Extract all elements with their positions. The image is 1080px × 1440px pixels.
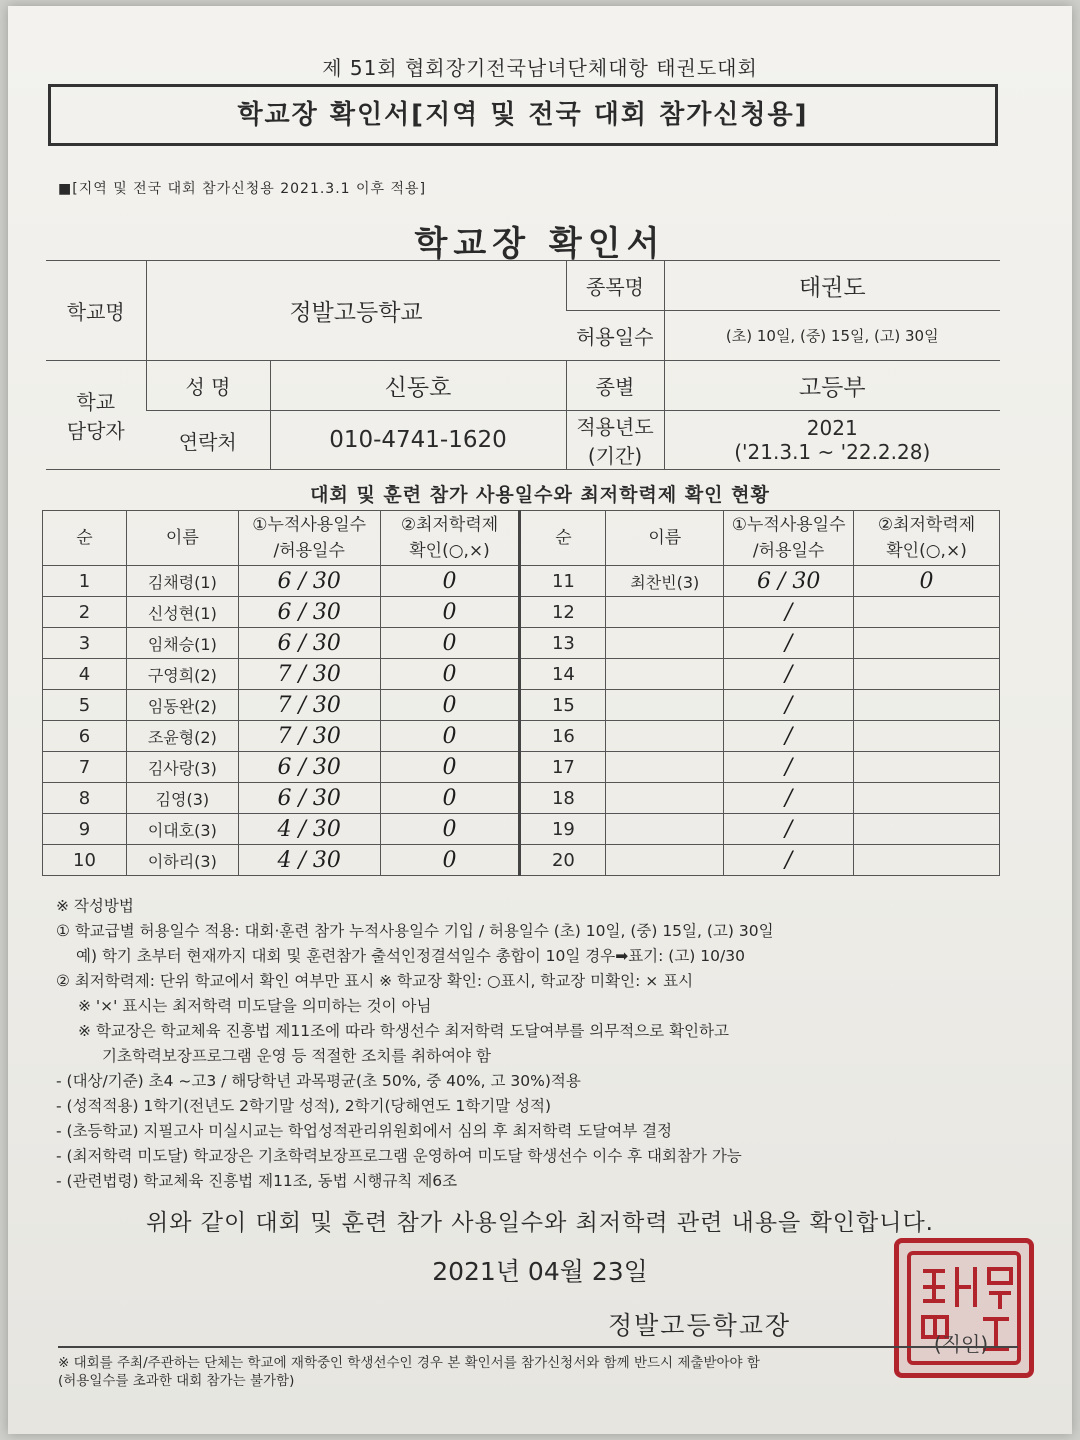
table-row <box>43 752 1000 783</box>
confirm-statement: 위와 같이 대회 및 훈련 참가 사용일수와 최저학력 관련 내용을 확인합니다. <box>146 1210 934 1236</box>
school-label: 학교명 <box>46 261 146 361</box>
header-days-line-1: ①누적사용일수 <box>252 515 367 535</box>
event-title: 제 51회 협회장기전국남녀단체대항 태권도대회 <box>322 56 758 80</box>
row-days: / <box>724 845 854 876</box>
row-no: 5 <box>43 690 127 721</box>
row-name: 신성현(1) <box>126 597 238 628</box>
table-row <box>43 628 1000 659</box>
row-name <box>606 721 724 752</box>
row-no: 4 <box>43 659 127 690</box>
row-days: / <box>724 597 854 628</box>
row-check: 0 <box>380 628 520 659</box>
row-no: 13 <box>520 628 606 659</box>
roster-table <box>42 510 1000 876</box>
row-name: 이대호(3) <box>126 814 238 845</box>
row-no: 16 <box>520 721 606 752</box>
row-no: 3 <box>43 628 127 659</box>
writing-instructions <box>56 894 1036 1194</box>
row-check: 0 <box>380 721 520 752</box>
row-name: 김채령(1) <box>126 566 238 597</box>
row-no: 7 <box>43 752 127 783</box>
row-days: / <box>724 628 854 659</box>
header-no: 순 <box>43 511 127 566</box>
table-row <box>43 566 1000 597</box>
row-name: 이하리(3) <box>126 845 238 876</box>
row-days: 6 / 30 <box>724 566 854 597</box>
row-days: 6 / 30 <box>238 628 380 659</box>
note-line: ※ 작성방법 <box>56 897 134 915</box>
header-min-right <box>854 511 1000 566</box>
row-no: 8 <box>43 783 127 814</box>
note-line: 예) 학기 초부터 현재까지 대회 및 훈련참가 출석인정결석일수 총합이 10일 경우➡표기: (고) 10/30 <box>76 947 745 965</box>
allowed-days: (초) 10일, (중) 15일, (고) 30일 <box>664 311 1000 361</box>
table-row <box>43 783 1000 814</box>
note-line: - (관련법령) 학교체육 진흥법 제11조, 동법 시행규칙 제6조 <box>56 1172 458 1190</box>
row-check: 0 <box>380 845 520 876</box>
row-days: 6 / 30 <box>238 752 380 783</box>
header-min-right-line-1: ②최저학력제 <box>877 515 976 535</box>
row-days: 4 / 30 <box>238 814 380 845</box>
row-check <box>854 814 1000 845</box>
row-name: 구영희(2) <box>126 659 238 690</box>
year-label <box>566 411 664 470</box>
note-line: - (성적적용) 1학기(전년도 2학기말 성적), 2학기(당해연도 1학기말 성적) <box>56 1097 552 1115</box>
note-line: - (대상/기준) 초4 ~고3 / 해당학년 과목평균(초 50%, 중 40%, 고 30%)적용 <box>56 1072 581 1090</box>
row-check: 0 <box>380 783 520 814</box>
row-days: / <box>724 814 854 845</box>
row-days: / <box>724 783 854 814</box>
row-check: 0 <box>380 814 520 845</box>
category-label: 종별 <box>566 361 664 411</box>
row-days: 7 / 30 <box>238 690 380 721</box>
header-days-line-2: /허용일수 <box>273 541 345 561</box>
header-min-line-2: 확인(○,×) <box>409 541 490 561</box>
manager-label-line-2: 담당자 <box>66 419 125 443</box>
header-name: 이름 <box>126 511 238 566</box>
note-line: ※ 학교장은 학교체육 진흥법 제11조에 따라 학생선수 최저학력 도달여부를 의무적으로 확인하고 <box>78 1022 729 1040</box>
year-value <box>664 411 1000 470</box>
table-row <box>43 814 1000 845</box>
document-page <box>8 6 1072 1434</box>
issue-date: 2021년 04월 23일 <box>432 1257 648 1286</box>
year-text: 2021 <box>806 416 858 440</box>
row-name <box>606 597 724 628</box>
period-text: ('21.3.1 ~ '22.2.28) <box>734 440 931 464</box>
row-name <box>606 659 724 690</box>
note-line: - (초등학교) 지필고사 미실시교는 학업성적관리위원회에서 심의 후 최저학력 도달여부 결정 <box>56 1122 673 1140</box>
year-label-line-2: (기간) <box>587 444 643 468</box>
sub-note: ■[지역 및 전국 대회 참가신청용 2021.3.1 이후 적용] <box>58 181 427 197</box>
row-no: 15 <box>520 690 606 721</box>
contact-value: 010-4741-1620 <box>270 411 566 470</box>
row-name <box>606 628 724 659</box>
row-days: 7 / 30 <box>238 721 380 752</box>
header-days-right <box>724 511 854 566</box>
row-check: 0 <box>380 659 520 690</box>
row-name <box>606 690 724 721</box>
row-name: 조윤형(2) <box>126 721 238 752</box>
row-check: 0 <box>380 690 520 721</box>
row-no: 1 <box>43 566 127 597</box>
header-min-right-line-2: 확인(○,×) <box>886 541 967 561</box>
sport-label: 종목명 <box>566 261 664 311</box>
principal-signature: 정발고등학교장 <box>608 1311 792 1340</box>
row-name <box>606 783 724 814</box>
row-check <box>854 783 1000 814</box>
row-name: 최찬빈(3) <box>606 566 724 597</box>
row-days: 4 / 30 <box>238 845 380 876</box>
school-name: 정발고등학교 <box>146 261 566 361</box>
year-label-line-1: 적용년도 <box>576 415 654 439</box>
row-check <box>854 752 1000 783</box>
note-line: 기초학력보장프로그램 운영 등 적절한 조치를 취하여야 함 <box>102 1047 491 1065</box>
footnote-line-1: ※ 대회를 주최/주관하는 단체는 학교에 재학중인 학생선수인 경우 본 확인서를 참가신청서와 함께 반드시 제출받아야 함 <box>58 1355 760 1371</box>
row-no: 17 <box>520 752 606 783</box>
row-no: 10 <box>43 845 127 876</box>
row-days: 6 / 30 <box>238 566 380 597</box>
row-check: 0 <box>380 566 520 597</box>
row-no: 11 <box>520 566 606 597</box>
row-no: 2 <box>43 597 127 628</box>
row-no: 9 <box>43 814 127 845</box>
row-no: 12 <box>520 597 606 628</box>
header-days <box>238 511 380 566</box>
header-min-line-1: ②최저학력제 <box>400 515 499 535</box>
row-name <box>606 845 724 876</box>
row-name <box>606 752 724 783</box>
row-check <box>854 628 1000 659</box>
row-name: 임동완(2) <box>126 690 238 721</box>
manager-label <box>46 361 146 470</box>
row-no: 6 <box>43 721 127 752</box>
manager-label-line-1: 학교 <box>76 390 116 414</box>
row-check <box>854 597 1000 628</box>
row-no: 18 <box>520 783 606 814</box>
header-min <box>380 511 520 566</box>
row-days: / <box>724 721 854 752</box>
row-days: / <box>724 752 854 783</box>
row-days: 7 / 30 <box>238 659 380 690</box>
section-title: 대회 및 훈련 참가 사용일수와 최저학력제 확인 현황 <box>310 484 770 506</box>
table-row <box>43 659 1000 690</box>
row-no: 20 <box>520 845 606 876</box>
row-check: 0 <box>380 597 520 628</box>
sport-value: 태권도 <box>664 261 1000 311</box>
row-check: 0 <box>380 752 520 783</box>
row-name: 김사랑(3) <box>126 752 238 783</box>
note-line: ① 학교급별 허용일수 적용: 대회·훈련 참가 누적사용일수 기입 / 허용일수 (초) 10일, (중) 15일, (고) 30일 <box>56 922 774 940</box>
table-row <box>43 597 1000 628</box>
header-name-right: 이름 <box>606 511 724 566</box>
row-check <box>854 690 1000 721</box>
header-days-right-line-2: /허용일수 <box>752 541 825 561</box>
note-line: ※ '×' 표시는 최저학력 미도달을 의미하는 것이 아님 <box>78 997 432 1015</box>
footnote-line-2: (허용일수를 초과한 대회 참가는 불가함) <box>58 1373 295 1389</box>
person-name: 신동호 <box>270 361 566 411</box>
row-no: 14 <box>520 659 606 690</box>
allowed-label: 허용일수 <box>566 311 664 361</box>
row-days: 6 / 30 <box>238 783 380 814</box>
row-no: 19 <box>520 814 606 845</box>
row-check <box>854 721 1000 752</box>
person-label: 성 명 <box>146 361 270 411</box>
note-line: - (최저학력 미도달) 학교장은 기초학력보장프로그램 운영하여 미도달 학생선수 이수 후 대회참가 가능 <box>56 1147 742 1165</box>
row-days: 6 / 30 <box>238 597 380 628</box>
contact-label: 연락처 <box>146 411 270 470</box>
row-days: / <box>724 690 854 721</box>
row-name: 임채승(1) <box>126 628 238 659</box>
info-table <box>46 260 1000 470</box>
table-row <box>43 690 1000 721</box>
banner-title: 학교장 확인서[지역 및 전국 대회 참가신청용] <box>48 84 998 146</box>
row-name <box>606 814 724 845</box>
row-days: / <box>724 659 854 690</box>
certificate-title: 학교장 확인서 <box>414 224 666 264</box>
table-row <box>43 845 1000 876</box>
note-line: ② 최저학력제: 단위 학교에서 확인 여부만 표시 ※ 학교장 확인: ○표시, 학교장 미확인: × 표시 <box>56 972 694 990</box>
row-check <box>854 845 1000 876</box>
row-check: 0 <box>854 566 1000 597</box>
row-name: 김영(3) <box>126 783 238 814</box>
category-value: 고등부 <box>664 361 1000 411</box>
header-days-right-line-1: ①누적사용일수 <box>731 515 846 535</box>
seal-mark-text: (직인) <box>933 1332 989 1356</box>
table-row <box>43 721 1000 752</box>
row-check <box>854 659 1000 690</box>
footnote <box>58 1346 1018 1390</box>
header-no-right: 순 <box>520 511 606 566</box>
